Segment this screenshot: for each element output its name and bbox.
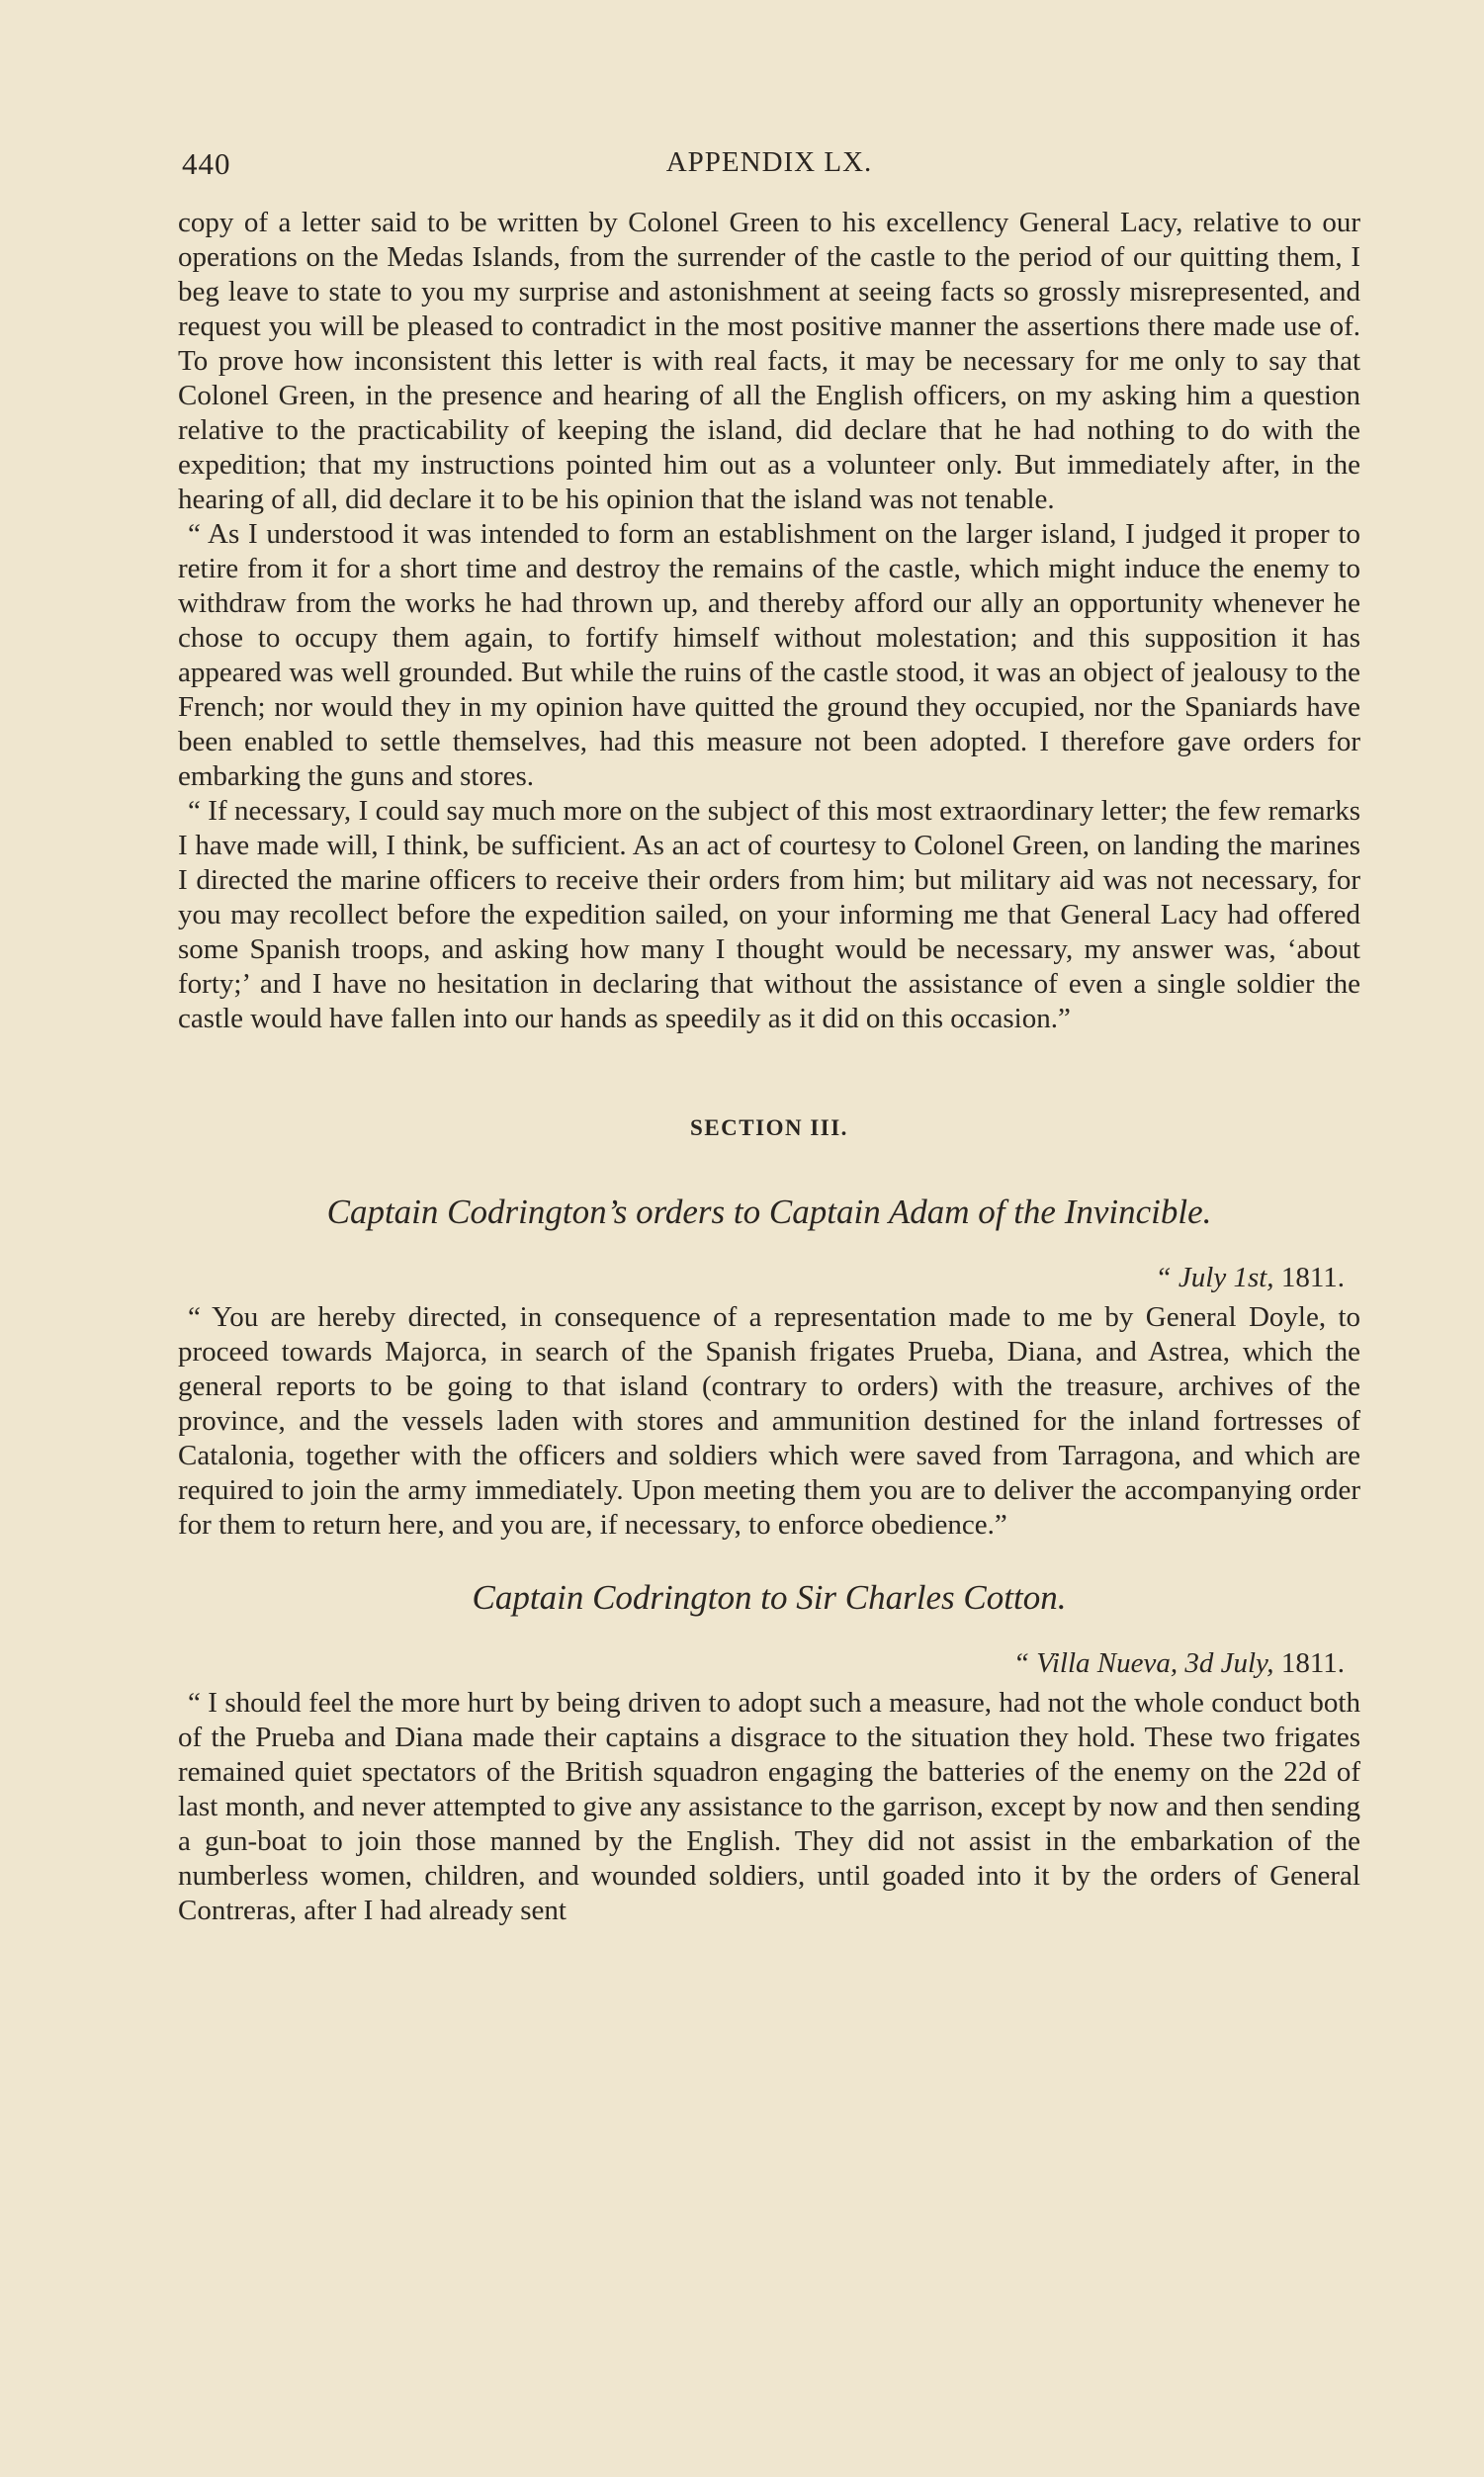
book-page bbox=[178, 138, 1360, 1928]
paragraph-courtesy: “ If necessary, I could say much more on the subject of this most extraordinary letter; the few remarks I have made will, I think, be sufficient. As an act of courtesy to Colonel Green, on landing the marines I directed the marine officers to receive their orders from him; but military aid was not necessary, for you may recollect before the expedition sailed, on your informing me that General Lacy had offered some Spanish troops, and asking how many I thought would be necessary, my answer was, ‘about forty;’ and I have no hesitation in declaring that without the assistance of even a single soldier the castle would have fallen into our hands as speedily as it did on this occasion.” bbox=[178, 795, 1360, 1034]
date-year: 1811. bbox=[1273, 1647, 1345, 1679]
letter-date-orders bbox=[178, 1262, 1360, 1294]
header-title: APPENDIX LX. bbox=[665, 146, 873, 178]
page-number: 440 bbox=[182, 146, 231, 181]
running-head bbox=[178, 138, 1360, 194]
main-text bbox=[178, 206, 1360, 1036]
letter-body-cotton: “ I should feel the more hurt by being driven to adopt such a measure, had not the whole conduct both of the Prueba and Diana made their captains a disgrace to the situation they hold. These two frigates remained quiet spectators of the British squadron engaging the batteries of the enemy on the 22d of last month, and never attempted to give any assistance to the garrison, except by now and then sending a gun-boat to join those manned by the English. They did not assist in the embarkation of the numberless women, children, and wounded soldiers, until goaded into it by the orders of General Contreras, after I had already sent bbox=[178, 1687, 1360, 1926]
letter-title-orders: Captain Codrington’s orders to Captain Adam of the Invincible. bbox=[326, 1193, 1212, 1231]
paragraph-castle: “ As I understood it was intended to form an establishment on the larger island, I judged it proper to retire from it for a short time and destroy the remains of the castle, which might induce the enemy to withdraw from the works he had thrown up, and thereby afford our ally an opportunity whenever he chose to occupy them again, to fortify himself without molestation; and this supposition it has appeared was well grounded. But while the ruins of the castle stood, it was an object of jealousy to the French; nor would they in my opinion have quitted the ground they occupied, nor the Spaniards have been enabled to settle themselves, had this measure not been adopted. I therefore gave orders for embarking the guns and stores. bbox=[178, 518, 1360, 792]
paragraph-continuation: copy of a letter said to be written by Colonel Green to his excellency General Lacy, relative to our operations on the Medas Islands, from the surrender of the castle to the period of our quitting them, I beg leave to state to you my surprise and astonishment at seeing facts so grossly misrepresented, and request you will be pleased to contradict in the most positive manner the assertions there made use of. To prove how inconsistent this letter is with real facts, it may be necessary for me only to say that Colonel Green, in the presence and hearing of all the English officers, on my asking him a question relative to the practicability of keeping the island, did declare that he had nothing to do with the expedition; that my instructions pointed him out as a volunteer only. But immediately after, in the hearing of all, did declare it to be his opinion that the island was not tenable. bbox=[178, 207, 1360, 515]
letter-date-cotton bbox=[178, 1647, 1360, 1680]
date-place: “ Villa Nueva, 3d July, bbox=[1012, 1647, 1274, 1679]
date-year: 1811. bbox=[1273, 1262, 1345, 1293]
letter-body-orders: “ You are hereby directed, in consequence of a representation made to me by General Doyle, to proceed towards Majorca, in search of the Spanish frigates Prueba, Diana, and Astrea, which the general reports to be going to that island (contrary to orders) with the treasure, archives of the province, and the vessels laden with stores and ammunition destined for the inland fortresses of Catalonia, together with the officers and soldiers which were saved from Tarragona, and which are required to join the army immediately. Upon meeting them you are to deliver the accompanying order for them to return here, and you are, if necessary, to enforce obedience.” bbox=[178, 1301, 1360, 1541]
date-day: “ July 1st, bbox=[1155, 1262, 1274, 1293]
letter-title-cotton: Captain Codrington to Sir Charles Cotton. bbox=[472, 1578, 1067, 1617]
section-heading: SECTION III. bbox=[690, 1115, 848, 1140]
